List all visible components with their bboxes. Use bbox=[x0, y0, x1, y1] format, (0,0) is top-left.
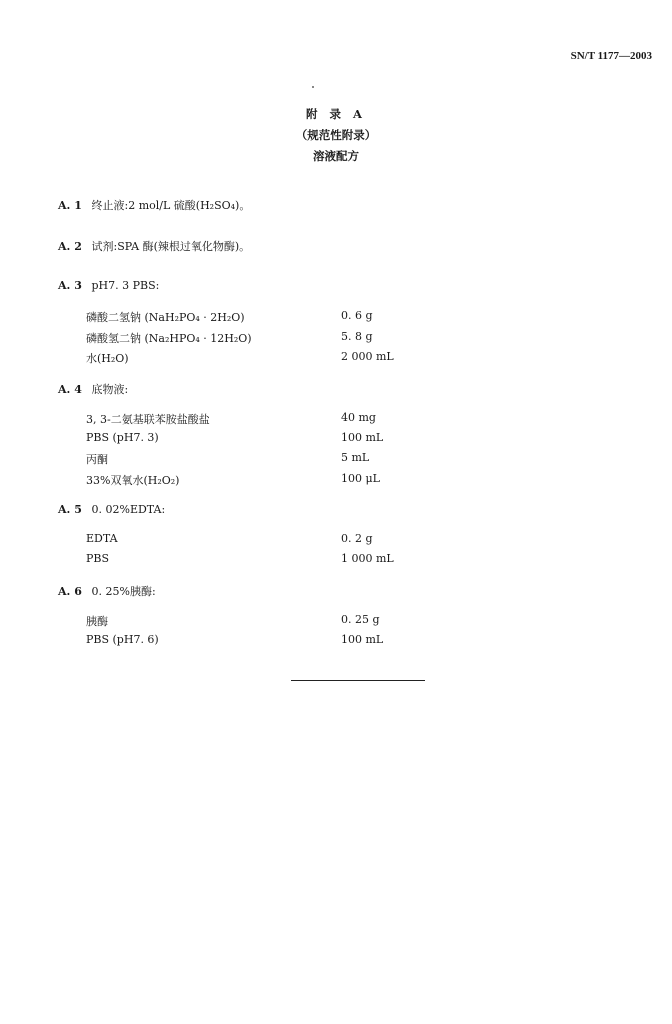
section-a1 bbox=[58, 197, 250, 213]
reagent-amount: 0. 25 g bbox=[341, 613, 380, 626]
reagent-amount: 100 mL bbox=[341, 431, 384, 444]
section-number: A. 4 bbox=[58, 383, 82, 396]
section-number: A. 6 bbox=[58, 585, 82, 598]
section-a2 bbox=[58, 238, 250, 254]
reagent-name: 3, 3-二氨基联苯胺盐酸盐 bbox=[86, 413, 210, 426]
section-number: A. 2 bbox=[58, 240, 82, 253]
reagent-amount: 100 mL bbox=[341, 633, 384, 646]
reagent-amount: 5 mL bbox=[341, 451, 370, 464]
section-text: 0. 02%EDTA: bbox=[91, 503, 166, 516]
reagent-amount: 2 000 mL bbox=[341, 350, 394, 363]
appendix-title: 附 录 A bbox=[306, 107, 366, 121]
section-text: pH7. 3 PBS: bbox=[91, 279, 160, 292]
section-text: 0. 25%胰酶: bbox=[91, 585, 156, 598]
reagent-name: 水(H₂O) bbox=[86, 352, 129, 365]
section-text: 底物液: bbox=[91, 383, 129, 396]
reagent-name: 磷酸二氢钠 (NaH₂PO₄ · 2H₂O) bbox=[86, 311, 245, 324]
reagent-name: 胰酶 bbox=[86, 615, 108, 628]
reagent-amount: 1 000 mL bbox=[341, 552, 394, 565]
reagent-name: 磷酸氢二钠 (Na₂HPO₄ · 12H₂O) bbox=[86, 332, 252, 345]
section-a4 bbox=[58, 381, 128, 397]
reagent-amount: 0. 2 g bbox=[341, 532, 373, 545]
reagent-name: PBS (pH7. 6) bbox=[86, 633, 159, 646]
reagent-name: PBS bbox=[86, 552, 110, 565]
appendix-type: （规范性附录） bbox=[295, 128, 377, 142]
reagent-amount: 100 μL bbox=[341, 472, 380, 485]
section-a3 bbox=[58, 279, 159, 292]
reagent-amount: 0. 6 g bbox=[341, 309, 373, 322]
section-a5 bbox=[58, 503, 165, 516]
reagent-name: 33%双氧水(H₂O₂) bbox=[86, 474, 180, 487]
reagent-amount: 40 mg bbox=[341, 411, 376, 424]
section-number: A. 1 bbox=[58, 199, 82, 212]
reagent-name: PBS (pH7. 3) bbox=[86, 431, 159, 444]
section-number: A. 3 bbox=[58, 279, 82, 292]
section-number: A. 5 bbox=[58, 503, 82, 516]
appendix-subtitle: 溶液配方 bbox=[313, 149, 359, 163]
section-text: 试剂:SPA 酶(辣根过氧化物酶)。 bbox=[91, 240, 251, 253]
end-rule bbox=[291, 680, 425, 681]
section-text: 终止液:2 mol/L 硫酸(H₂SO₄)。 bbox=[91, 199, 251, 212]
reagent-name: EDTA bbox=[86, 532, 118, 545]
section-a6 bbox=[58, 583, 156, 599]
reagent-amount: 5. 8 g bbox=[341, 330, 373, 343]
scan-speck bbox=[312, 86, 314, 88]
reagent-name: 丙酮 bbox=[86, 453, 108, 466]
standard-code: SN/T 1177—2003 bbox=[570, 50, 652, 62]
